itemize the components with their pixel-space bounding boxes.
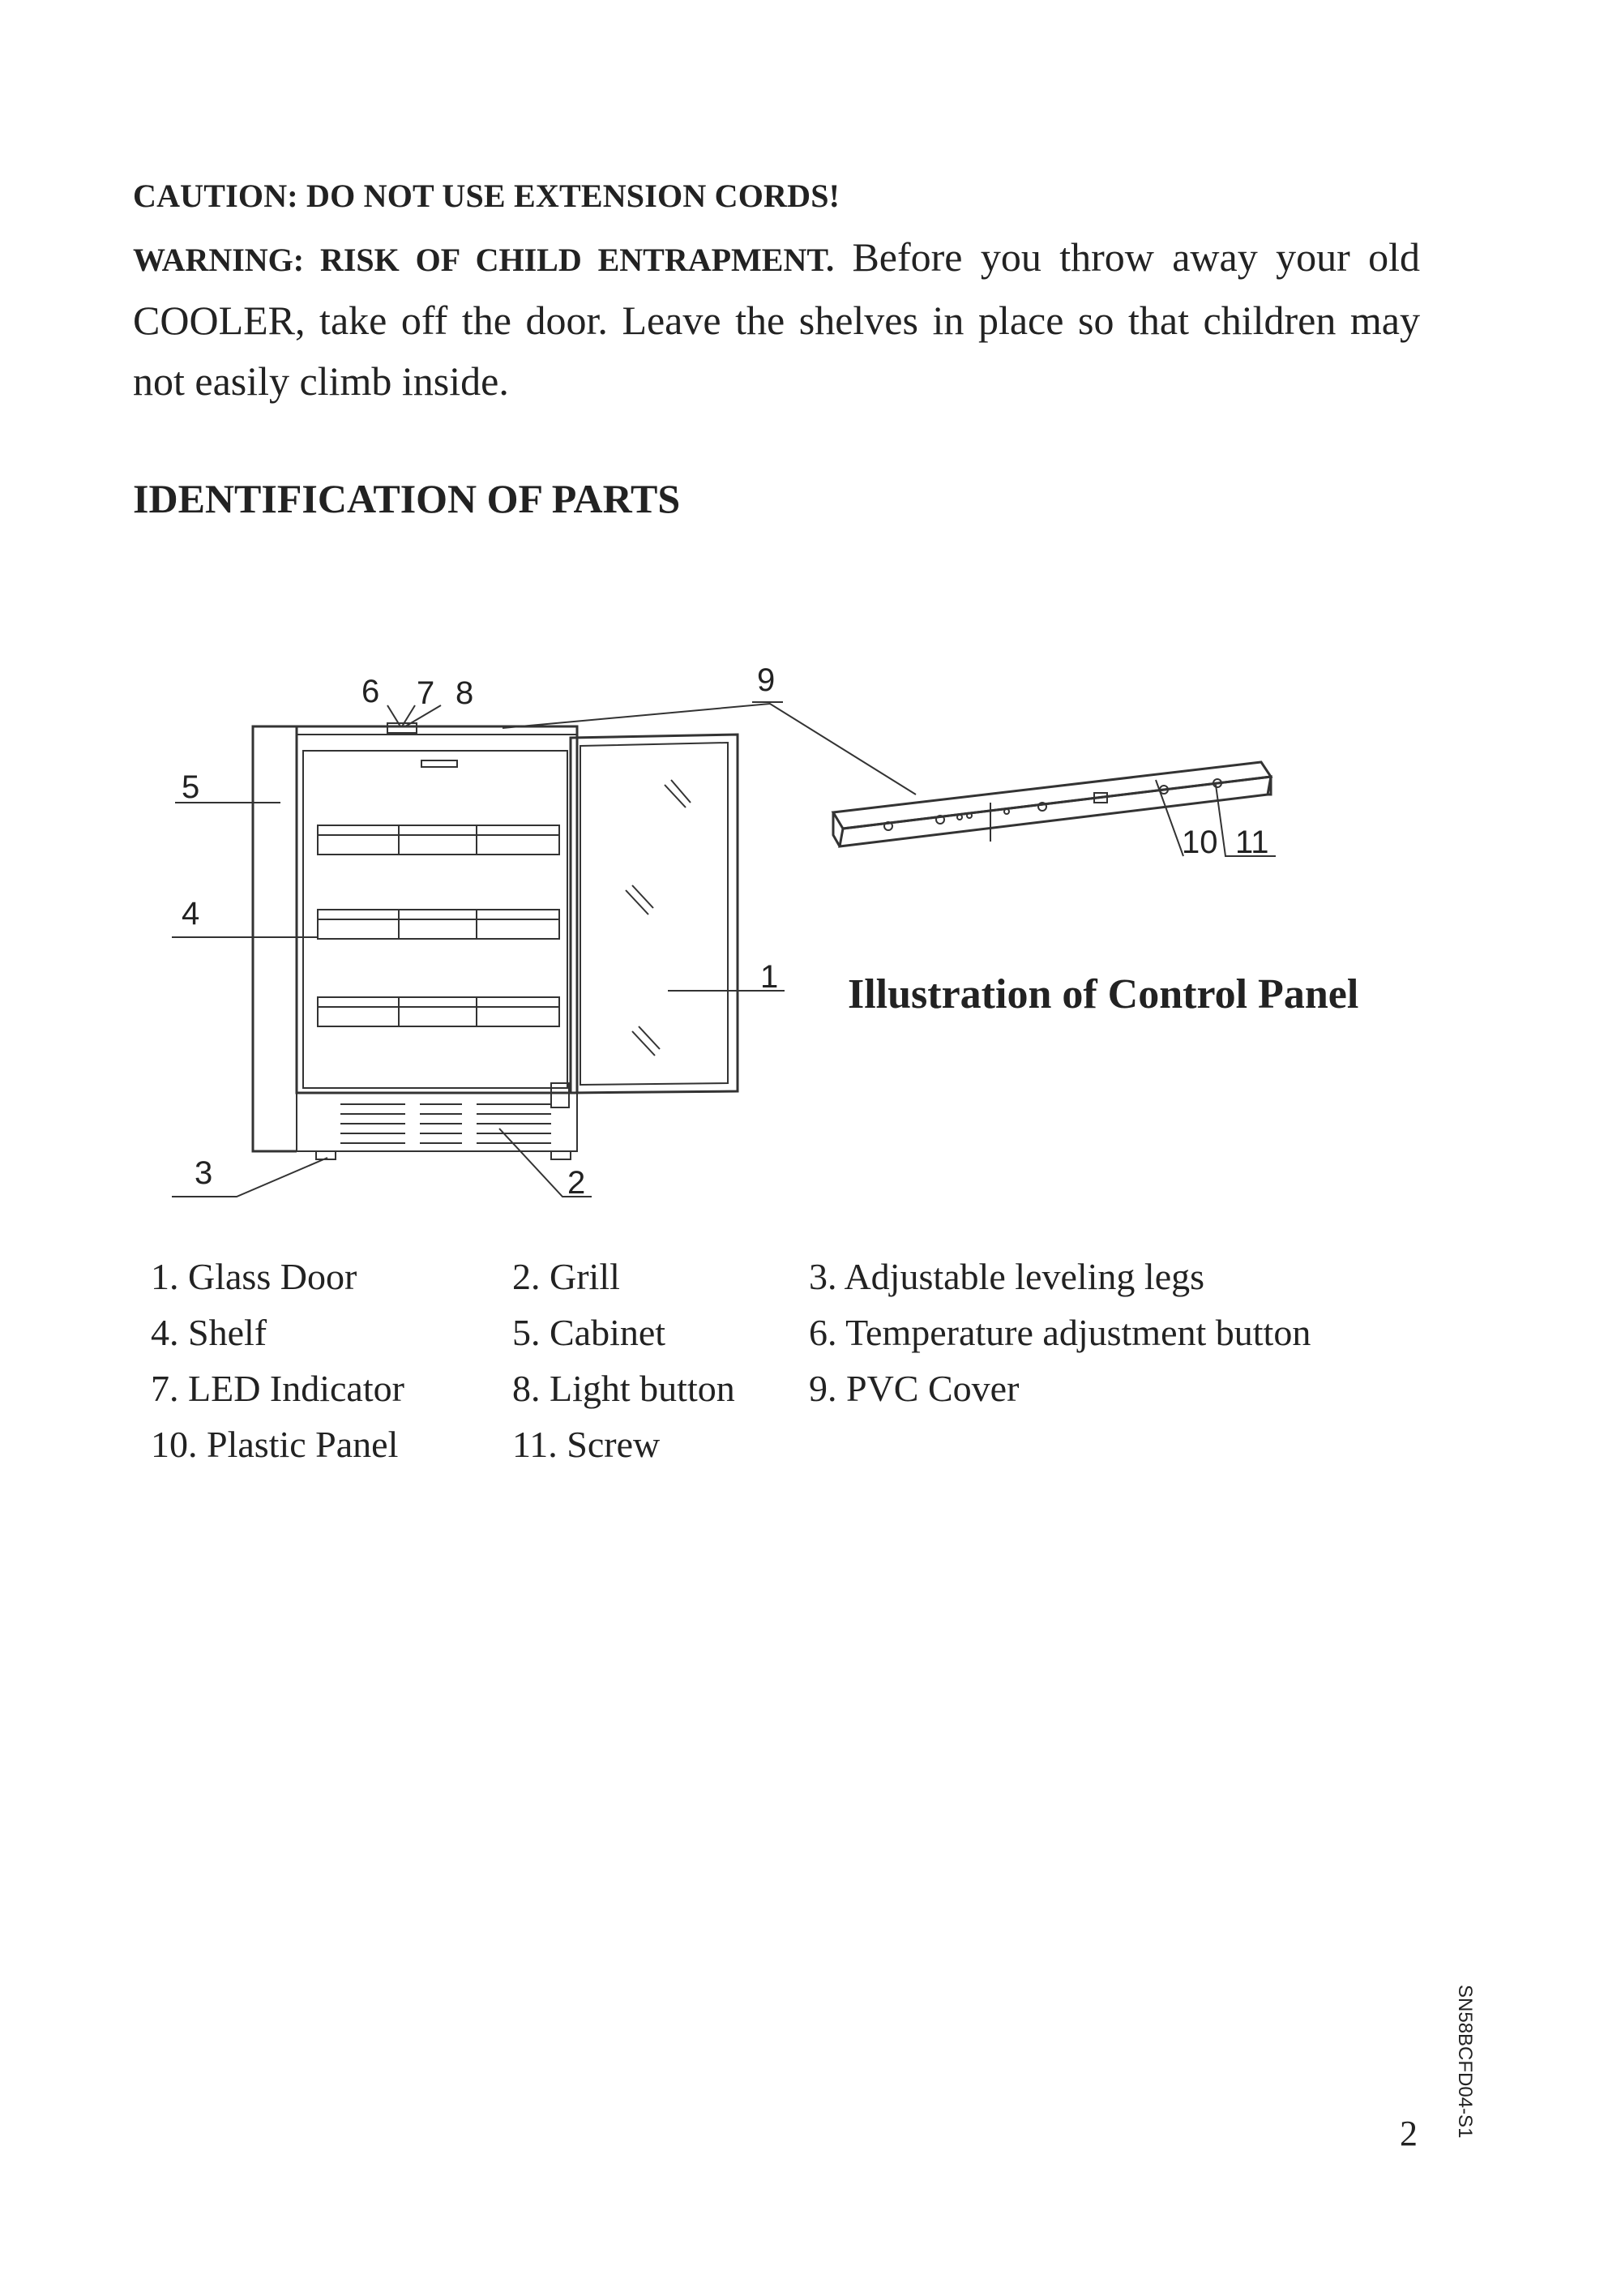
part-item: 8. Light button <box>512 1368 735 1409</box>
part-item: 2. Grill <box>512 1256 620 1297</box>
part-item: 7. LED Indicator <box>151 1368 404 1409</box>
shelves <box>318 825 559 1026</box>
glass-door <box>571 735 738 1093</box>
part-item: 4. Shelf <box>151 1312 267 1353</box>
callout-4: 4 <box>182 896 200 932</box>
parts-diagram <box>0 632 1621 1249</box>
warning-lead: WARNING: RISK OF CHILD ENTRAPMENT. <box>133 242 835 278</box>
section-title: IDENTIFICATION OF PARTS <box>133 476 681 521</box>
part-item: 9. PVC Cover <box>809 1368 1020 1409</box>
caution-heading: CAUTION: DO NOT USE EXTENSION CORDS! <box>133 178 840 214</box>
callout-8: 8 <box>456 675 474 711</box>
part-item: 10. Plastic Panel <box>151 1424 399 1465</box>
grill <box>297 1093 577 1151</box>
leveling-leg-right <box>551 1151 571 1159</box>
cooler-illustration <box>253 723 738 1159</box>
callout-3: 3 <box>195 1155 213 1191</box>
part-item: 1. Glass Door <box>151 1256 357 1297</box>
callout-10: 10 <box>1182 825 1218 860</box>
part-item: 5. Cabinet <box>512 1312 666 1353</box>
control-buttons <box>387 723 417 733</box>
warning-text: Before you throw away your old COOLER, take off the door. Leave the shelves in place so that children may not easily climb inside. <box>133 234 1420 404</box>
callout-2: 2 <box>567 1165 586 1201</box>
callout-9: 9 <box>757 662 776 698</box>
control-panel-caption: Illustration of Control Panel <box>848 971 1359 1017</box>
part-item: 3. Adjustable leveling legs <box>809 1256 1205 1297</box>
callout-1: 1 <box>760 959 779 995</box>
part-item: 6. Temperature adjustment button <box>809 1312 1311 1353</box>
page-number: 2 <box>1400 2114 1418 2153</box>
callout-5: 5 <box>182 769 200 805</box>
warning-paragraph <box>133 227 1420 412</box>
leader-lines <box>172 702 1276 1197</box>
part-item: 11. Screw <box>512 1424 661 1465</box>
cabinet-side <box>253 726 297 1151</box>
callout-7: 7 <box>417 675 435 711</box>
callout-11: 11 <box>1235 825 1269 860</box>
callout-6: 6 <box>361 674 380 709</box>
model-code: SN58BCFD04-S1 <box>1454 1985 1476 2139</box>
